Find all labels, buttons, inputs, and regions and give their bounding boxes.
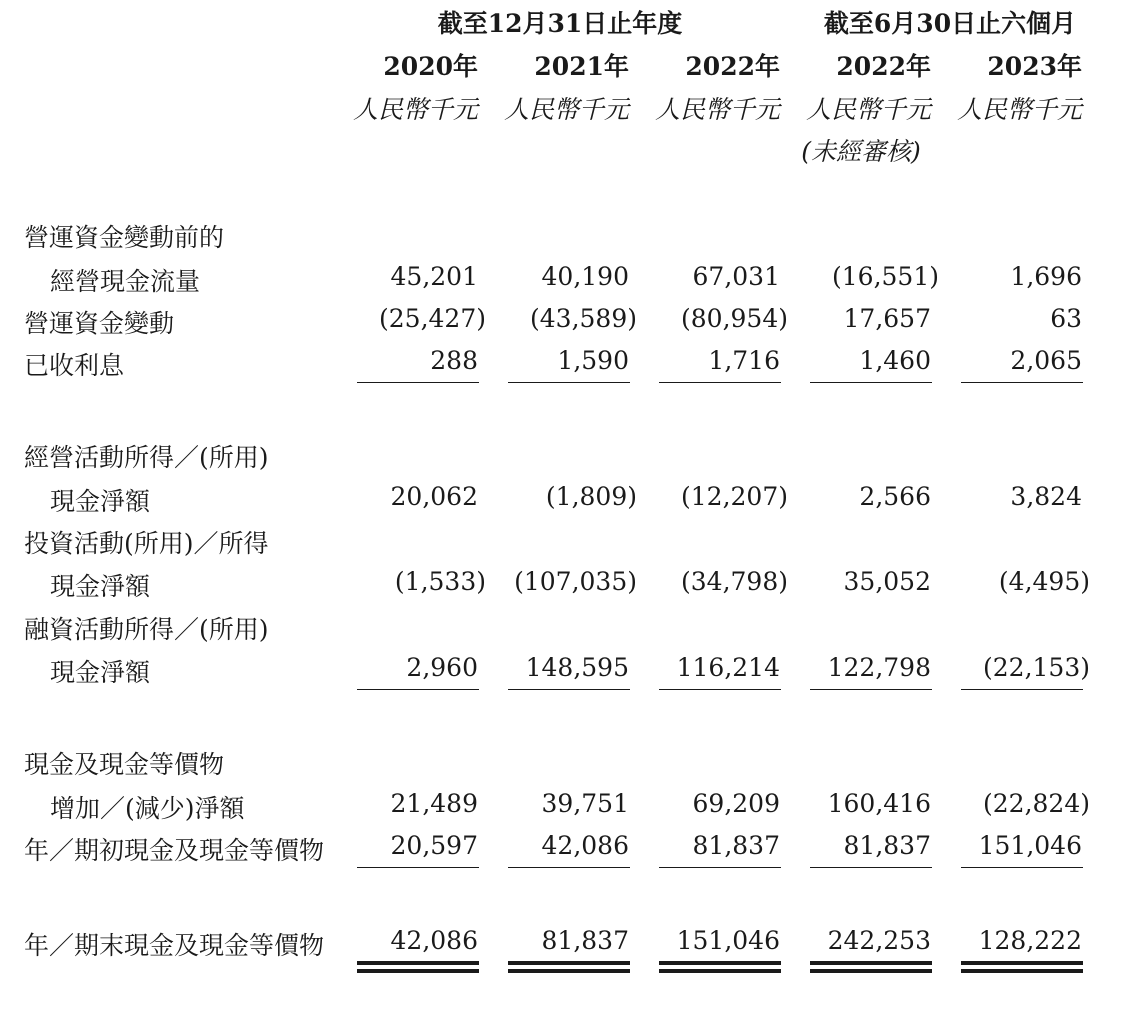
cell-cash-begin-2020: 20,597 — [390, 831, 478, 860]
subtotal-rule — [810, 867, 932, 868]
subtotal-rule — [357, 689, 479, 690]
col-unit-2021: 人民幣千元 — [503, 95, 629, 124]
cell-fin-net-2022-6m: 122,798 — [827, 653, 931, 682]
cell-fin-net-2020: 2,960 — [406, 653, 478, 682]
subtotal-rule — [961, 382, 1083, 383]
cell-wc-change-2022: (80,954) — [681, 304, 788, 333]
cell-op-before-wc-2022-6m: (16,551) — [832, 262, 939, 291]
total-double-rule — [659, 961, 781, 973]
cell-interest-2021: 1,590 — [557, 346, 629, 375]
subtotal-rule — [508, 867, 630, 868]
total-double-rule — [961, 961, 1083, 973]
cell-op-net-2022: (12,207) — [681, 482, 788, 511]
cell-wc-change-2023-6m: 63 — [1050, 304, 1082, 333]
subtotal-rule — [508, 382, 630, 383]
row-label-op-net-2: 現金淨額 — [50, 487, 151, 516]
cell-wc-change-2020: (25,427) — [379, 304, 486, 333]
subtotal-rule — [659, 382, 781, 383]
cell-cash-end-2021: 81,837 — [541, 926, 629, 955]
row-label-inv-net-1: 投資活動(所用)／所得 — [24, 529, 269, 558]
row-label-cash-end: 年／期末現金及現金等價物 — [24, 931, 325, 960]
subtotal-rule — [659, 689, 781, 690]
cell-fin-net-2021: 148,595 — [525, 653, 629, 682]
cell-cash-end-2022-6m: 242,253 — [827, 926, 931, 955]
subtotal-rule — [357, 867, 479, 868]
cell-inv-net-2022-6m: 35,052 — [843, 567, 931, 596]
cell-cash-chg-2023-6m: (22,824) — [983, 789, 1090, 818]
total-double-rule — [357, 961, 479, 973]
total-double-rule — [810, 961, 932, 973]
cell-interest-2023-6m: 2,065 — [1010, 346, 1082, 375]
col-year-2022-6m: 2022年 — [836, 52, 931, 81]
cell-cash-begin-2022: 81,837 — [692, 831, 780, 860]
subtotal-rule — [659, 867, 781, 868]
row-label-cash-chg-2: 增加／(減少)淨額 — [50, 794, 245, 823]
row-label-op-before-wc-2: 經營現金流量 — [50, 267, 201, 296]
cell-cash-end-2022: 151,046 — [676, 926, 780, 955]
cell-cash-begin-2022-6m: 81,837 — [843, 831, 931, 860]
cell-inv-net-2022: (34,798) — [681, 567, 788, 596]
row-label-interest: 已收利息 — [24, 351, 125, 380]
cell-fin-net-2023-6m: (22,153) — [983, 653, 1090, 682]
cell-cash-begin-2023-6m: 151,046 — [978, 831, 1082, 860]
cell-cash-chg-2022-6m: 160,416 — [827, 789, 931, 818]
unaudited-note: (未經審核) — [801, 137, 921, 166]
row-label-fin-net-2: 現金淨額 — [50, 658, 151, 687]
subtotal-rule — [508, 689, 630, 690]
col-year-2020: 2020年 — [383, 52, 478, 81]
subtotal-rule — [810, 689, 932, 690]
col-year-2022: 2022年 — [685, 52, 780, 81]
row-label-cash-begin: 年／期初現金及現金等價物 — [24, 836, 325, 865]
header-year-ended-dec31: 截至12月31日止年度 — [437, 9, 683, 38]
cell-cash-end-2023-6m: 128,222 — [978, 926, 1082, 955]
cell-interest-2020: 288 — [430, 346, 478, 375]
cell-cash-begin-2021: 42,086 — [541, 831, 629, 860]
cell-op-before-wc-2022: 67,031 — [692, 262, 780, 291]
subtotal-rule — [961, 867, 1083, 868]
subtotal-rule — [810, 382, 932, 383]
col-unit-2023-6m: 人民幣千元 — [956, 95, 1082, 124]
col-year-2021: 2021年 — [534, 52, 629, 81]
row-label-op-net-1: 經營活動所得／(所用) — [24, 443, 269, 472]
cell-cash-chg-2022: 69,209 — [692, 789, 780, 818]
cell-wc-change-2022-6m: 17,657 — [843, 304, 931, 333]
row-label-cash-chg-1: 現金及現金等價物 — [24, 750, 225, 779]
cell-fin-net-2022: 116,214 — [676, 653, 780, 682]
row-label-inv-net-2: 現金淨額 — [50, 572, 151, 601]
col-unit-2020: 人民幣千元 — [352, 95, 478, 124]
row-label-op-before-wc-1: 營運資金變動前的 — [24, 223, 225, 252]
header-six-months-ended-jun30: 截至6月30日止六個月 — [823, 9, 1077, 38]
cell-op-before-wc-2020: 45,201 — [390, 262, 478, 291]
cell-cash-chg-2020: 21,489 — [390, 789, 478, 818]
cell-inv-net-2020: (1,533) — [394, 567, 486, 596]
col-year-2023-6m: 2023年 — [987, 52, 1082, 81]
cell-op-net-2022-6m: 2,566 — [859, 482, 931, 511]
cell-inv-net-2021: (107,035) — [514, 567, 637, 596]
cell-op-before-wc-2023-6m: 1,696 — [1010, 262, 1082, 291]
cell-wc-change-2021: (43,589) — [530, 304, 637, 333]
cell-op-net-2021: (1,809) — [545, 482, 637, 511]
cell-inv-net-2023-6m: (4,495) — [998, 567, 1090, 596]
col-unit-2022: 人民幣千元 — [654, 95, 780, 124]
subtotal-rule — [357, 382, 479, 383]
cell-op-net-2023-6m: 3,824 — [1010, 482, 1082, 511]
cell-cash-end-2020: 42,086 — [390, 926, 478, 955]
row-label-wc-change: 營運資金變動 — [24, 309, 175, 338]
cell-op-before-wc-2021: 40,190 — [541, 262, 629, 291]
cell-interest-2022-6m: 1,460 — [859, 346, 931, 375]
col-unit-2022-6m: 人民幣千元 — [805, 95, 931, 124]
total-double-rule — [508, 961, 630, 973]
cell-interest-2022: 1,716 — [708, 346, 780, 375]
row-label-fin-net-1: 融資活動所得／(所用) — [24, 615, 269, 644]
cell-cash-chg-2021: 39,751 — [541, 789, 629, 818]
subtotal-rule — [961, 689, 1083, 690]
cell-op-net-2020: 20,062 — [390, 482, 478, 511]
